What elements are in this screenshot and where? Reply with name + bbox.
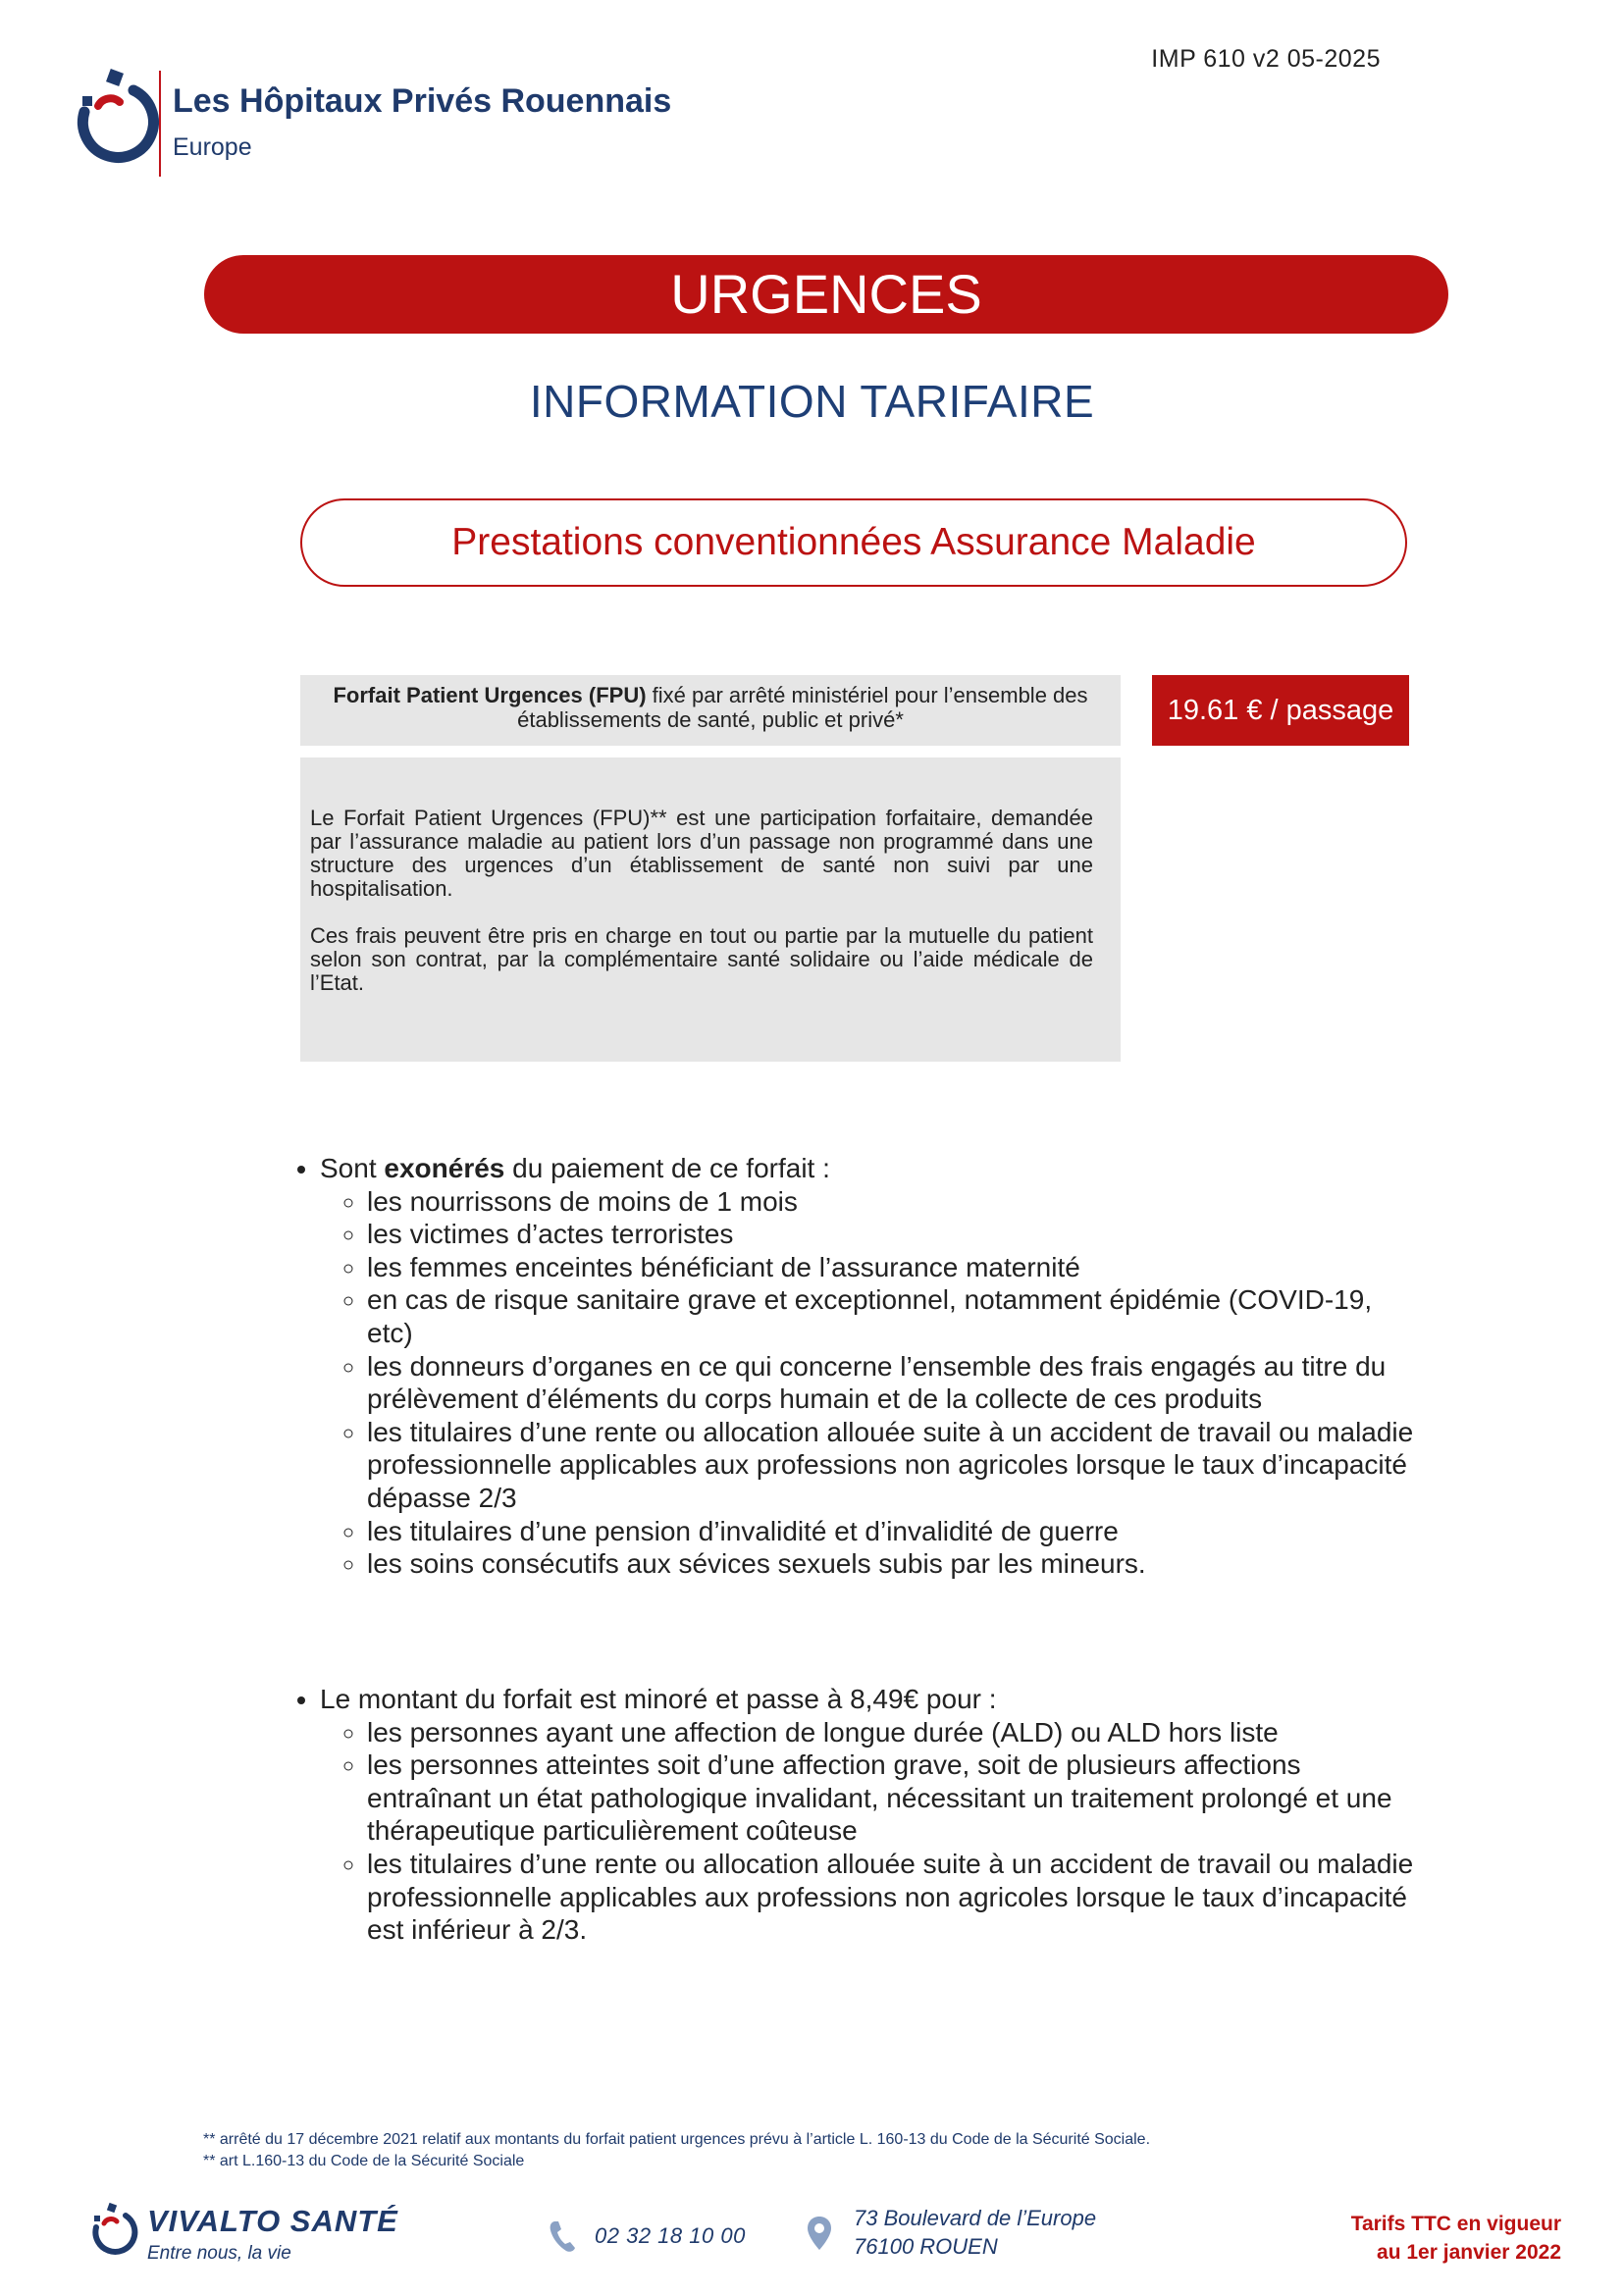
fee-label bbox=[300, 675, 1121, 746]
vivalto-logo-icon bbox=[84, 2202, 139, 2263]
list-item: ◦ les soins consécutifs aux sévices sexuels subis par les mineurs. bbox=[367, 1547, 1423, 1581]
list-item: ◦ les personnes ayant une affection de longue durée (ALD) ou ALD hors liste bbox=[367, 1716, 1423, 1749]
footnote: ** arrêté du 17 décembre 2021 relatif aux montants du forfait patient urgences prévu à l’article L. 160-13 du Code de la Sécurité Sociale. bbox=[203, 2131, 1151, 2148]
reduced-fee-list bbox=[285, 1683, 1423, 1947]
tarifs-line: Tarifs TTC en vigueur bbox=[1350, 2213, 1561, 2235]
list-item: ◦ les personnes atteintes soit d’une affection grave, soit de plusieurs affections entraînant un état pathologique invalidant, nécessitant un traitement prolongé et une thérapeutique particulièrement coûteuse bbox=[367, 1748, 1423, 1848]
exemption-intro-bold: exonérés bbox=[384, 1153, 505, 1183]
info-paragraph-2: Ces frais peuvent être pris en charge en tout ou partie par la mutuelle du patient selon son contrat, par la complémentaire santé solidaire ou l’aide médicale de l’Etat. bbox=[310, 923, 1093, 995]
exemption-intro-text: Sont bbox=[320, 1153, 385, 1183]
organization-subtitle: Europe bbox=[173, 133, 252, 161]
list-item: ◦ les titulaires d’une rente ou allocation allouée suite à un accident de travail ou maladie professionnelle applicables aux professions non agricoles lorsque le taux d’incapacité dépasse 2/3 bbox=[367, 1416, 1423, 1515]
document-reference: IMP 610 v2 05-2025 bbox=[1151, 45, 1381, 73]
list-item: ◦ les titulaires d’une pension d’invalidité et d’invalidité de guerre bbox=[367, 1515, 1423, 1548]
address-line: 76100 ROUEN bbox=[854, 2234, 998, 2259]
list-item: ◦ les titulaires d’une rente ou allocation allouée suite à un accident de travail ou maladie professionnelle applicables aux professions non agricoles lorsque le taux d’incapacité est inférieur à 2/3. bbox=[367, 1848, 1423, 1947]
fee-label-bold: Forfait Patient Urgences (FPU) bbox=[333, 683, 647, 707]
organization-name: Les Hôpitaux Privés Rouennais bbox=[173, 82, 672, 120]
reduced-fee-intro bbox=[320, 1683, 1423, 1947]
phone-number: 02 32 18 10 00 bbox=[595, 2223, 746, 2248]
exemption-intro bbox=[320, 1152, 1423, 1581]
footnotes bbox=[203, 2129, 1150, 2172]
phone-icon bbox=[549, 2219, 576, 2253]
fee-label-rest: fixé par arrêté ministériel pour l’ensemble des établissements de santé, public et privé* bbox=[517, 683, 1088, 732]
reduced-fee-intro-text: Le montant du forfait est minoré et passe à 8,49€ pour : bbox=[320, 1684, 997, 1714]
list-item: ◦ les femmes enceintes bénéficiant de l’assurance maternité bbox=[367, 1251, 1423, 1284]
tarifs-note bbox=[1351, 2210, 1561, 2267]
page-title-banner: URGENCES bbox=[204, 255, 1448, 334]
footnote: ** art L.160-13 du Code de la Sécurité Sociale bbox=[203, 2153, 525, 2169]
list-item: ◦ en cas de risque sanitaire grave et exceptionnel, notamment épidémie (COVID-19, etc) bbox=[367, 1283, 1423, 1349]
list-item: ◦ les nourrissons de moins de 1 mois bbox=[367, 1185, 1423, 1219]
tarifs-line: au 1er janvier 2022 bbox=[1377, 2241, 1561, 2264]
section-heading: Prestations conventionnées Assurance Maladie bbox=[300, 498, 1407, 587]
logo-divider bbox=[159, 71, 161, 177]
fee-price: 19.61 € / passage bbox=[1152, 675, 1409, 746]
list-item: ◦ les donneurs d’organes en ce qui concerne l’ensemble des frais engagés au titre du prélèvement d’éléments du corps humain et de la collecte de ces produits bbox=[367, 1350, 1423, 1416]
info-paragraph-1: Le Forfait Patient Urgences (FPU)** est une participation forfaitaire, demandée par l’assurance maladie au patient lors d’un passage non programmé dans une structure des urgences d’un établissement de santé non suivi par une hospitalisation. bbox=[310, 806, 1093, 901]
page-subtitle: INFORMATION TARIFAIRE bbox=[529, 376, 1095, 427]
exemption-intro-tail: du paiement de ce forfait : bbox=[504, 1153, 830, 1183]
list-item: ◦ les victimes d’actes terroristes bbox=[367, 1218, 1423, 1251]
address-line: 73 Boulevard de l’Europe bbox=[854, 2206, 1097, 2230]
location-pin-icon bbox=[807, 2216, 832, 2251]
vivalto-tagline: Entre nous, la vie bbox=[147, 2243, 291, 2264]
vivalto-brand: VIVALTO SANTÉ bbox=[147, 2204, 398, 2238]
hospital-logo-icon bbox=[63, 69, 161, 177]
exemption-list bbox=[285, 1152, 1423, 1581]
address bbox=[854, 2204, 1096, 2261]
info-box bbox=[300, 757, 1121, 1062]
